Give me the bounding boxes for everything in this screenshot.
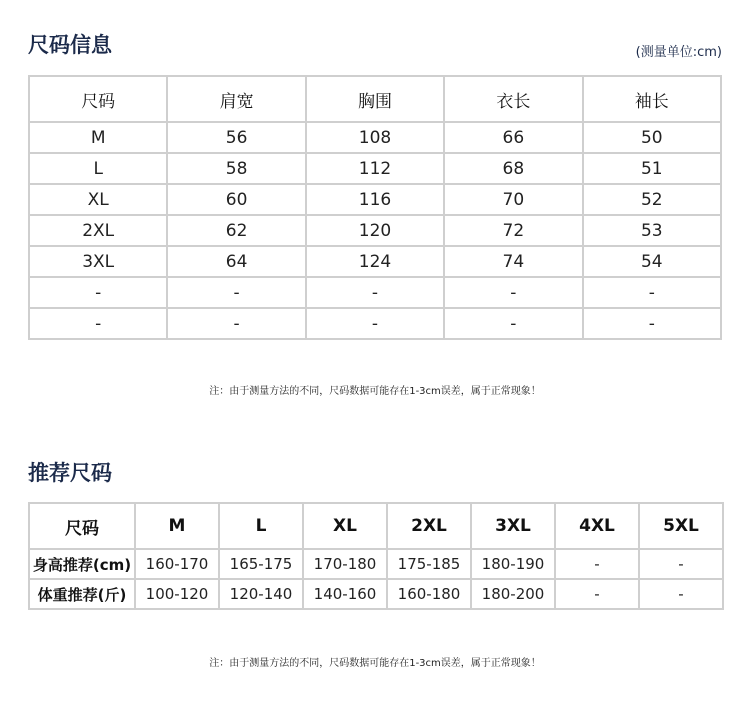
row-label: 体重推荐(斤) bbox=[29, 579, 135, 609]
recommend-table bbox=[28, 502, 724, 610]
header-cell: 尺码 bbox=[29, 76, 167, 122]
table-cell: 180-190 bbox=[471, 549, 555, 579]
table-cell: - bbox=[639, 549, 723, 579]
table-cell: 70 bbox=[444, 184, 582, 215]
table-cell: 100-120 bbox=[135, 579, 219, 609]
table-row bbox=[29, 308, 721, 339]
table-cell: 54 bbox=[583, 246, 721, 277]
table-cell: 52 bbox=[583, 184, 721, 215]
table-row bbox=[29, 549, 723, 579]
table-cell: XL bbox=[29, 184, 167, 215]
size-footnote: 注：由于测量方法的不同，尺码数据可能存在1-3cm误差，属于正常现象！ bbox=[209, 386, 541, 397]
table-cell: - bbox=[639, 579, 723, 609]
table-cell: 51 bbox=[583, 153, 721, 184]
table-cell: 170-180 bbox=[303, 549, 387, 579]
header-cell: 胸围 bbox=[306, 76, 444, 122]
table-row bbox=[29, 246, 721, 277]
table-cell: - bbox=[583, 277, 721, 308]
table-cell: 140-160 bbox=[303, 579, 387, 609]
table-cell: 165-175 bbox=[219, 549, 303, 579]
table-cell: 53 bbox=[583, 215, 721, 246]
table-row bbox=[29, 579, 723, 609]
table-cell: 2XL bbox=[29, 215, 167, 246]
table-cell: - bbox=[167, 308, 305, 339]
table-row bbox=[29, 215, 721, 246]
table-cell: 112 bbox=[306, 153, 444, 184]
table-cell: 72 bbox=[444, 215, 582, 246]
header-cell: XL bbox=[303, 503, 387, 549]
header-cell: 尺码 bbox=[29, 503, 135, 549]
table-cell: 56 bbox=[167, 122, 305, 153]
table-cell: L bbox=[29, 153, 167, 184]
table-cell: 120-140 bbox=[219, 579, 303, 609]
table-cell: - bbox=[444, 277, 582, 308]
table-cell: 116 bbox=[306, 184, 444, 215]
table-cell: 120 bbox=[306, 215, 444, 246]
row-label: 身高推荐(cm) bbox=[29, 549, 135, 579]
table-cell: 50 bbox=[583, 122, 721, 153]
header-cell: M bbox=[135, 503, 219, 549]
recommend-header-row bbox=[29, 503, 723, 549]
table-cell: - bbox=[555, 579, 639, 609]
size-info-title: 尺码信息 bbox=[28, 33, 112, 57]
table-cell: 58 bbox=[167, 153, 305, 184]
size-table-header-row bbox=[29, 76, 721, 122]
header-cell: 3XL bbox=[471, 503, 555, 549]
table-row bbox=[29, 184, 721, 215]
header-cell: L bbox=[219, 503, 303, 549]
table-cell: 124 bbox=[306, 246, 444, 277]
table-cell: M bbox=[29, 122, 167, 153]
table-cell: - bbox=[555, 549, 639, 579]
table-cell: - bbox=[29, 277, 167, 308]
table-row bbox=[29, 153, 721, 184]
table-cell: - bbox=[167, 277, 305, 308]
header-cell: 肩宽 bbox=[167, 76, 305, 122]
table-cell: 3XL bbox=[29, 246, 167, 277]
table-cell: 64 bbox=[167, 246, 305, 277]
recommend-title: 推荐尺码 bbox=[28, 461, 112, 485]
unit-note: (测量单位:cm) bbox=[635, 45, 722, 60]
header-cell: 袖长 bbox=[583, 76, 721, 122]
header-cell: 衣长 bbox=[444, 76, 582, 122]
table-cell: 62 bbox=[167, 215, 305, 246]
table-cell: 180-200 bbox=[471, 579, 555, 609]
size-table bbox=[28, 75, 722, 340]
header-cell: 4XL bbox=[555, 503, 639, 549]
table-cell: - bbox=[306, 277, 444, 308]
table-cell: - bbox=[306, 308, 444, 339]
table-cell: - bbox=[583, 308, 721, 339]
table-cell: - bbox=[444, 308, 582, 339]
table-row bbox=[29, 122, 721, 153]
table-cell: - bbox=[29, 308, 167, 339]
table-cell: 160-180 bbox=[387, 579, 471, 609]
table-cell: 60 bbox=[167, 184, 305, 215]
table-row bbox=[29, 277, 721, 308]
table-cell: 66 bbox=[444, 122, 582, 153]
recommend-footnote: 注：由于测量方法的不同，尺码数据可能存在1-3cm误差，属于正常现象！ bbox=[209, 658, 541, 669]
table-cell: 175-185 bbox=[387, 549, 471, 579]
table-cell: 68 bbox=[444, 153, 582, 184]
table-cell: 74 bbox=[444, 246, 582, 277]
header-cell: 2XL bbox=[387, 503, 471, 549]
header-cell: 5XL bbox=[639, 503, 723, 549]
table-cell: 108 bbox=[306, 122, 444, 153]
table-cell: 160-170 bbox=[135, 549, 219, 579]
